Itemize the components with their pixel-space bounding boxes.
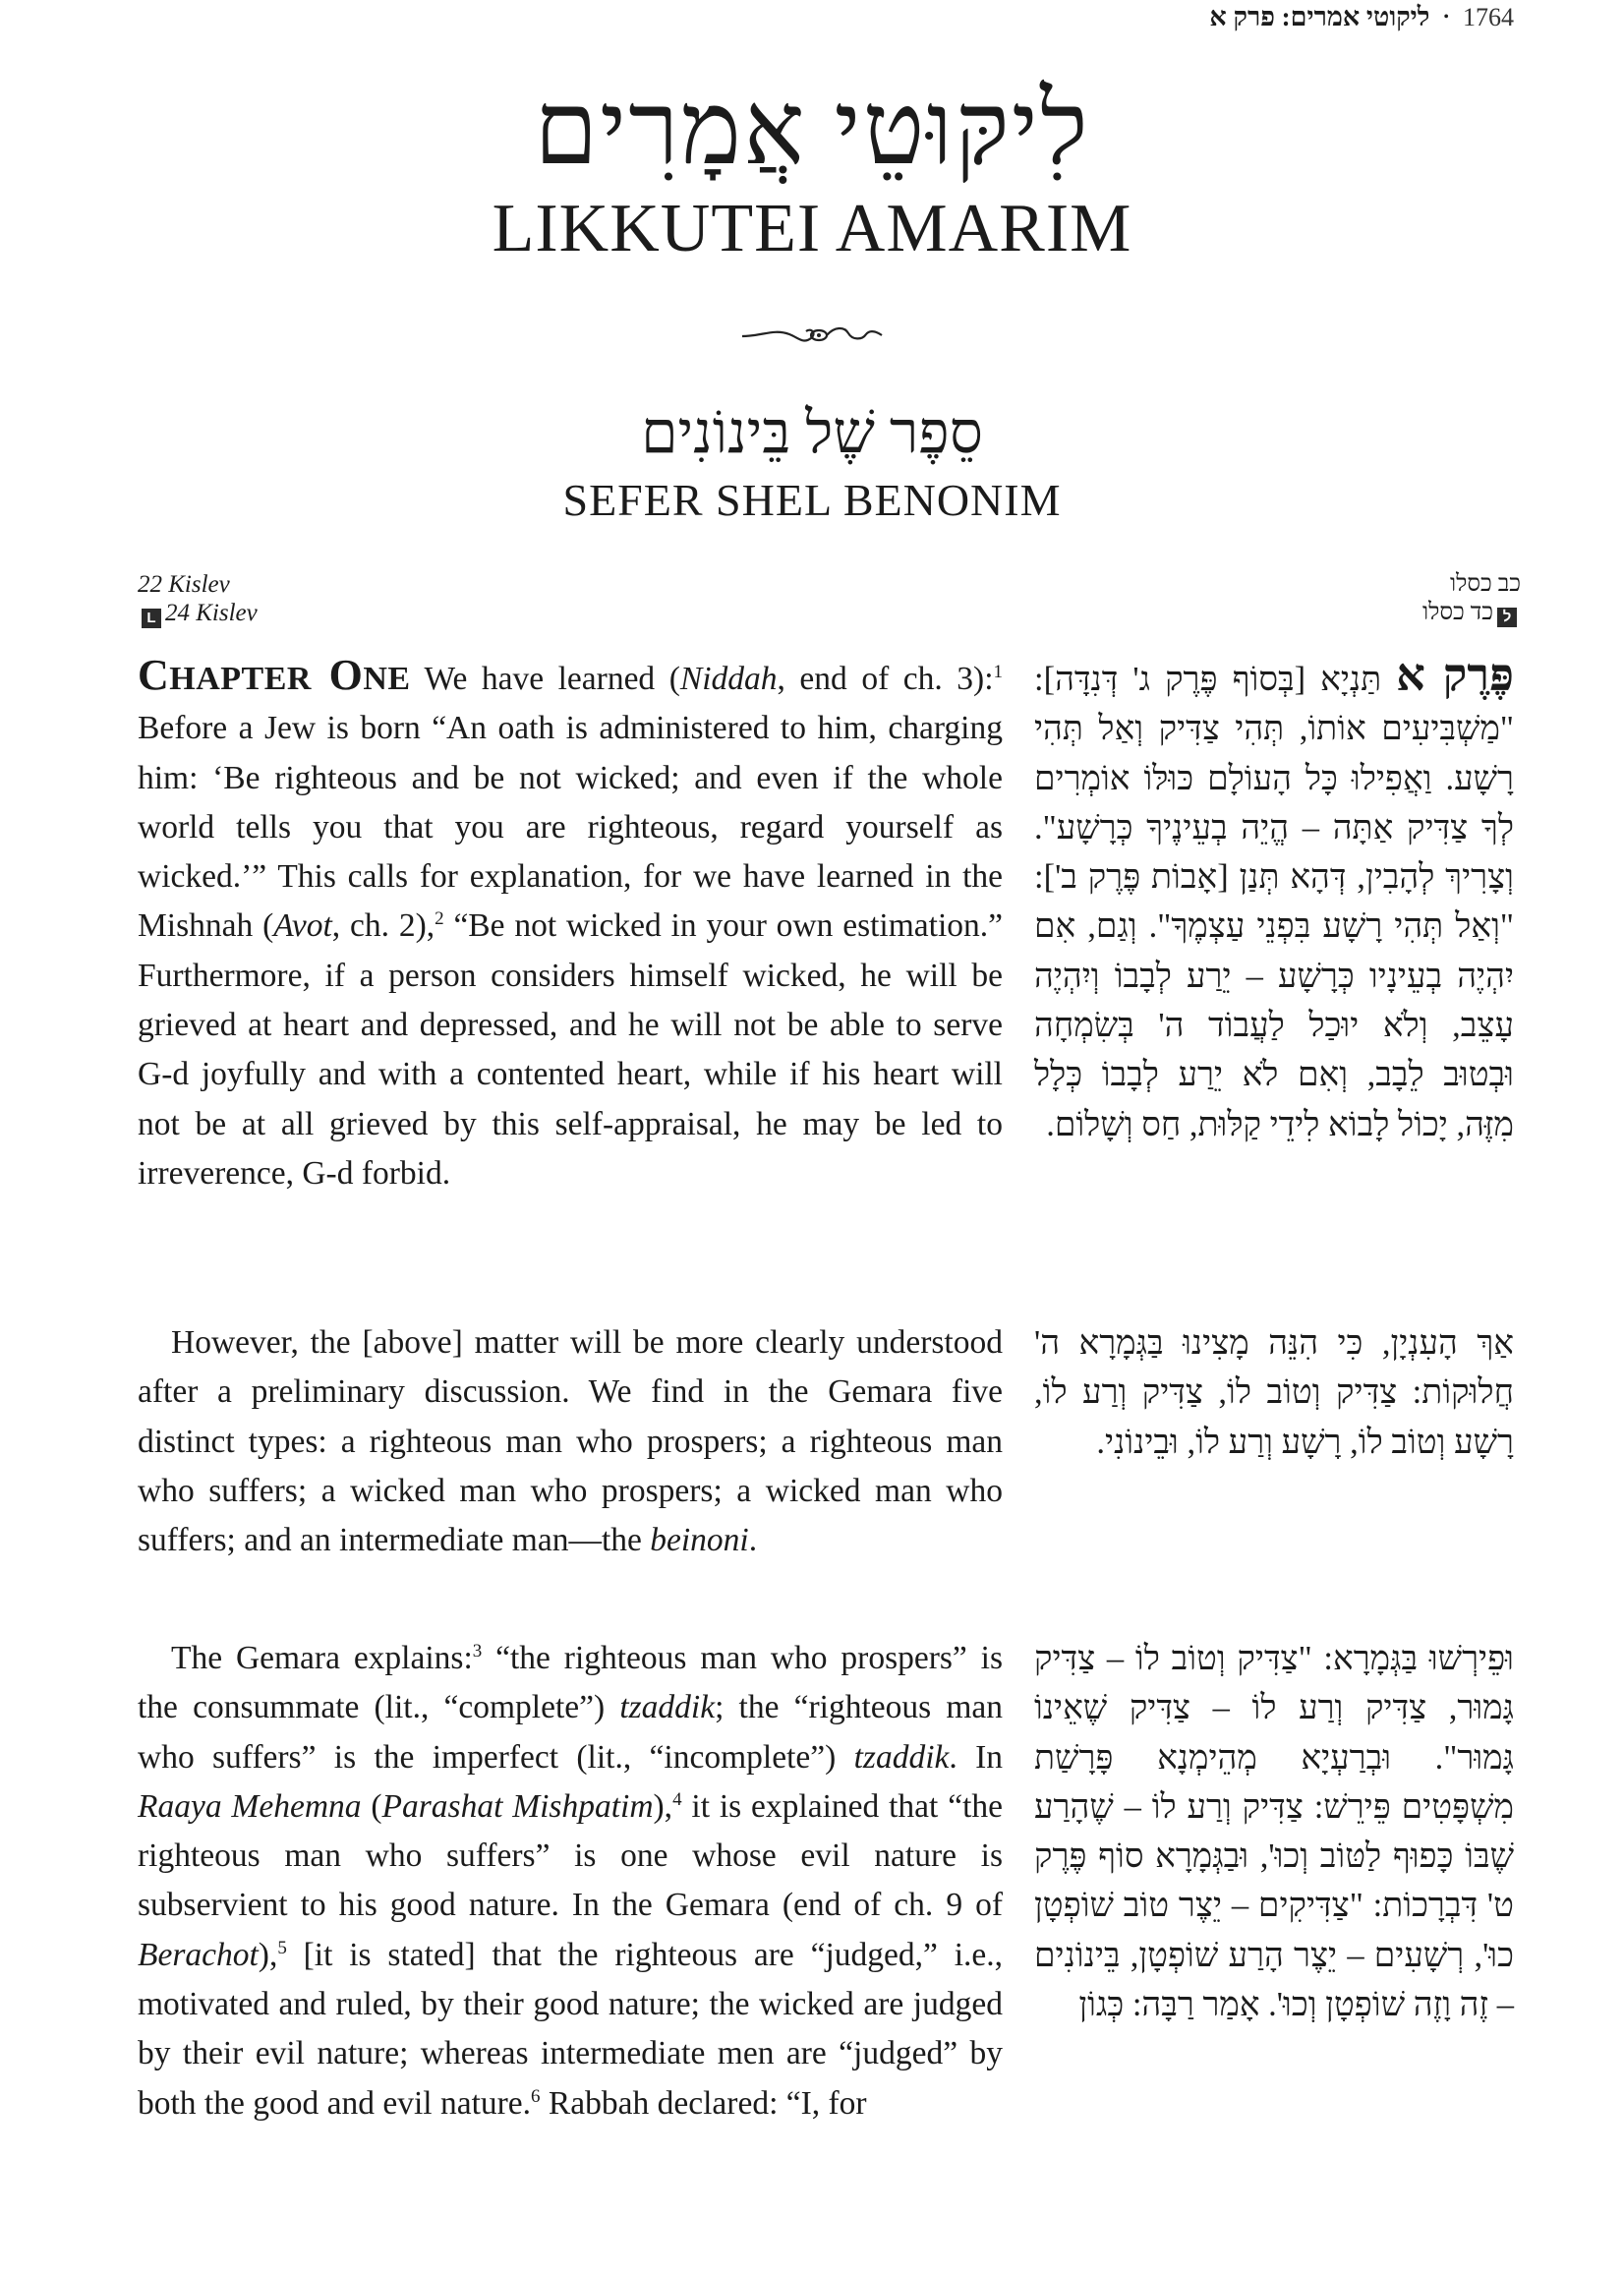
english-paragraph-2: However, the [above] matter will be more clearly understood after a preliminary discussion. We find in the Gemara five distinct types: a righteous man who prospers; a righteous man who suffers; a wicked man who prospers; a wicked man who suffers; and an intermediate man—the beinoni. xyxy=(138,1324,1003,1559)
hebrew-paragraph-2: אַךְ הָעִנְיָן, כִּי הִנֵּה מָצִינוּ בַּגְּמָרָא ה' חֲלוּקוֹת: צַדִּיק וְטוֹב לוֹ, צַדִּיק וְרַע לוֹ, רָשָׁע וְטוֹב לוֹ, רָשָׁע וְרַע לוֹ, וּבֵינוֹנִי. xyxy=(1034,1324,1514,1461)
running-head xyxy=(1209,2,1514,32)
title-hebrew: לִיקּוּטֵי אֲמָרִים xyxy=(534,73,1090,186)
flourish-ornament-icon xyxy=(0,321,1624,355)
footnote-ref: 4 xyxy=(672,1788,682,1810)
hebrew-paragraph-1: פֶּרֶק א תַּנְיָא [בְּסוֹף פֶּרֶק ג' דְּנִדָּה]: "מַשְׁבִּיעִים אוֹתוֹ, תְּהִי צַדִּיק וְאַל תְּהִי רָשָׁע. וַאֲפִילוּ כָּל הָעוֹלָם כּוּלּוֹ אוֹמְרִים לְךָ צַדִּיק אַתָּה – הֱיֵה בְעֵינֶיךָ כְּרָשָׁע". וְצָרִיךְ לְהָבִין, דְּהָא תְּנַן [אָבוֹת פֶּרֶק ב']: "וְאַל תְּהִי רָשָׁע בִּפְנֵי עַצְמֶךָ". וְגַם, אִם יִהְיֶה בְעֵינָיו כְּרָשָׁע – יֵרַע לְבָבוֹ וְיִהְיֶה עָצֵב, וְלֹא יוּכַל לַעֲבוֹד ה' בְּשִׂמְחָה וּבְטוּב לֵבָב, וְאִם לֹא יֵרַע לְבָבוֹ כְּלָל מִזֶּה, יָכוֹל לָבוֹא לִידֵי קַלּוּת, חַס וְשָׁלוֹם. xyxy=(1034,650,1514,1143)
hebrew-paragraph-3: וּפֵירְשׁוּ בַּגְּמָרָא: "צַדִּיק וְטוֹב לוֹ – צַדִּיק גָּמוּר, צַדִּיק וְרַע לוֹ – צַדִּיק שֶׁאֵינוֹ גָּמוּר". וּבְרַעְיָא מְהֵימְנָא פָּרָשַׁת מִשְׁפָּטִים פֵּירֵשׁ: צַדִּיק וְרַע לוֹ – שֶׁהָרַע שֶׁבּוֹ כָּפוּף לַטּוֹב וְכוּ', וּבַגְּמָרָא סוֹף פֶּרֶק ט' דִּבְרָכוֹת: "צַדִּיקִים – יֵצֶר טוֹב שׁוֹפְטָן כוּ', רְשָׁעִים – יֵצֶר הָרַע שׁוֹפְטָן, בֵּינוֹנִים – זֶה וָזֶה שׁוֹפְטָן וְכוּ'. אָמַר רַבָּה: כְּגוֹן xyxy=(1034,1640,1514,2024)
leap-year-marker-hebrew-icon: ל xyxy=(1497,608,1517,627)
footnote-ref: 3 xyxy=(472,1640,483,1662)
hebrew-chapter-label: פֶּרֶק א xyxy=(1396,650,1514,700)
english-paragraph-3: The Gemara explains:$^3$ “the righteous man who prospers” is the consummate (lit., “complete”) tzaddik; the “righteous man who suffers” is the imperfect (lit., “incomplete”) tzaddik. In Raaya Mehemna (Parashat Mishpatim),$^4$ it is explained that “the righteous man who suffers” is one whose evil nature is subservient to his good nature. In the Gemara (end of ch. 9 of Berachot),$^5$ [it is stated] that the righteous are “judged,” i.e., motivated and ruled, by their good nature; the wicked are judged by their evil nature; whereas intermediate men are “judged” by both the good and evil nature.$^6$ Rabbah declared: “I, for xyxy=(138,1640,1004,2122)
chapter-label: CHAPTER ONE xyxy=(138,651,411,699)
leap-year-marker-icon: L xyxy=(142,609,161,628)
date-english-2: 24 Kislev xyxy=(165,600,258,626)
running-head-separator: • xyxy=(1443,8,1449,26)
date-english xyxy=(138,570,258,628)
english-paragraph-1: CHAPTER ONE We have learned (Niddah, end of ch. 3):$^1$ Before a Jew is born “An oath is administered to him, charging him: ‘Be righteous and be not wicked; and even if the whole world tells you that you are righteous, regard yourself as wicked.’” This calls for explanation, for we have learned in the Mishnah (Avot, ch. 2),$^2$ “Be not wicked in your own estimation.” Furthermore, if a person considers himself wicked, he will be grieved at heart and depressed, and he will not be able to serve G-d joyfully and with a contented heart, while if his heart will not be at all grieved by this self-appraisal, he may be led to irreverence, G-d forbid. xyxy=(138,651,1004,1192)
date-hebrew-1: כב כסלו xyxy=(1449,571,1521,597)
page-number: 1764 xyxy=(1463,2,1514,31)
footnote-ref: 2 xyxy=(435,908,444,930)
date-english-1: 22 Kislev xyxy=(138,571,230,598)
footnote-ref: 1 xyxy=(993,661,1003,682)
subtitle-hebrew: סֵפֶר שֶׁל בֵּינוֹנִים xyxy=(641,400,983,465)
date-hebrew-2: כד כסלו xyxy=(1421,600,1493,625)
subtitle-english: SEFER SHEL BENONIM xyxy=(562,475,1062,525)
date-hebrew xyxy=(1422,570,1521,627)
title-english: LIKKUTEI AMARIM xyxy=(492,191,1132,266)
footnote-ref: 6 xyxy=(531,2085,541,2107)
running-head-hebrew: ליקוטי אמרים: פרק א xyxy=(1209,2,1430,31)
footnote-ref: 5 xyxy=(277,1937,287,1958)
